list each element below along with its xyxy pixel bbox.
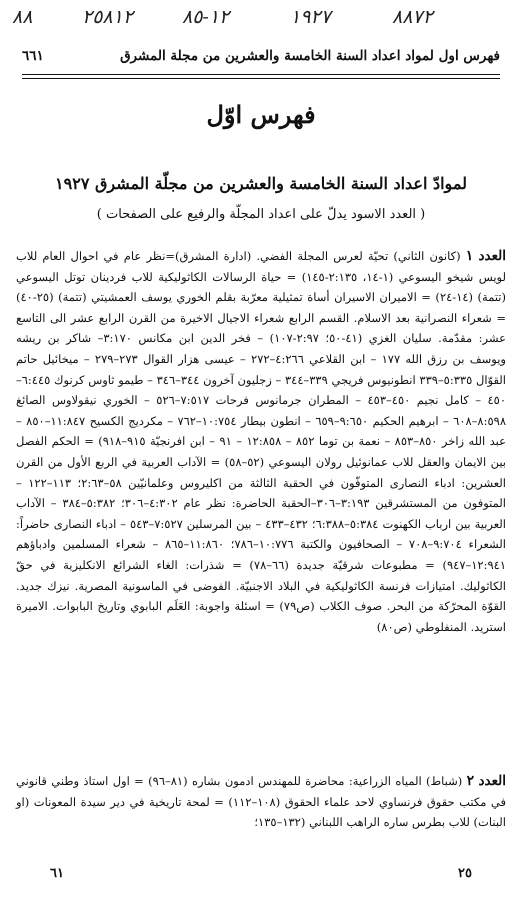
issue-1-entry — [16, 246, 506, 637]
issue-1-text: (كانون الثاني) تحيّة لعرس المجلة الفضي. (ادارة المشرق)=نظر عام في احوال العام للاب لويس شيخو اليسوعي (١-١٤، ٢:١٣٥-١٤٥) = حياة الرسالات الكاثوليكية للاب فردينان توتل اليسوعي (تتمة) (١٤-٢٤) = الاميران الاسيران أساة تمثيلية معرّبة بقلم الخوري يوسف العمشيتي (تتمة) (٢٥-٤٠) = شعراء النصرانية بعد الاسلام. القسم الرابع شعراء الاجيال الاخيرة من القرن الرابع عشر الى التاسع عشر: مقدّمة. سليان الغزي (٤١-٥٠؛ ٢:٩٧-١٠٧) – فخر الدين ابن مكانس ٣:١٧٠– شاكر بن ريشه ويوسف بن رزق الله ١٧٧ – ابن القلاعي ٤:٢٦٦–٢٧٢ – عيسى هزار القوال ٢٧٣–٢٧٩ – ميخائيل حاتم القوّال ٥:٣٣٥–٣٣٩ انطونيوس فريجي ٣٣٩–٣٤٤ – زجليون آخرون ٣٤٤–٣٤٦ – طيمو ثاوس كرنوك ٦:٤٤٥–٤٥٠ – كامل نجيم ٤٥٠–٤٥٣ – المطران جرمانوس فرحات ٧:٥١٧–٥٢٦ – الخوري نيقولاوس الصائغ ٨:٥٩٨–٦٠٨ – ابرهيم الحكيم ٩:٦٥٠–٦٥٩ – انطون بيطار ١٠:٧٥٤–٧٦٢ – مكرديج الكسيح ١١:٨٤٧–٨٥٠ – عبد الله زاخر ٨٥٠–٨٥٣ – نعمة بن توما ٨٥٢ – ١٢:٨٥٨ – ٩١ – ابن افرنجيّة ٩١٥–٩١٨) = الحكم الفصل بين الايمان والعقل للاب عمانوئيل رولان اليسوعي (٥٢–٥٨) = الآداب العربية في الربع الأول من القرن العشرين: ادباء النصارى المتوفّون في الحقبة الثالثة من اكليروس وعلمانيّين ٥٨–٢:٦٣؛ ١١٣–١٢٢ – المتوفون من المستشرقين ٣:١٩٣–٣٠٦–الحقبة الحاضرة: نظر عام ٤:٣٠٢–٣٠٦؛ ٥:٣٨٢–٣٨٤ – الآداب العربية بين ارباب الكهنوت ٥:٣٨٤–٦:٣٨٨؛ ٤٣٢–٤٣٣ – بين المرسلين ٧:٥٢٧–٥٤٣ – ادباء النصارى حاضراً: الشعراء ٩:٧٠٤–٧٠٨ – الصحافيون والكتبة ١٠:٧٧٦–٧٨٦؛ ١١:٨٦٠–٨٦٥ – شعراء المسلمين وادباؤهم ١٢:٩٤١–٩٤٧) = مطبوعات شرقيّة جديدة (٦٦–٧٨) = شذرات: الغاء الشرائع الانكليزية في حقّ الكاثوليك. امتيازات فرنسة الكاثوليكية في البلاد الاجنبيّة. الفوضى في الماسونية المصرية. نيزك جديد. القوّة المحرّكة من البحر. صوف الكلاب (ص٧٩) = اسئلة واجوبة: العَلَم البابوي وتاريخ البابوات. الاميرة استريد. المنفلوطي (ص٨٠) — [16, 249, 507, 634]
header-rule — [22, 74, 500, 75]
issue-number: ٢ — [466, 773, 475, 789]
page-subtitle: لموادّ اعداد السنة الخامسة والعشرين من مجلّة المشرق ١٩٢٧ — [55, 174, 467, 193]
page-footer — [50, 866, 472, 881]
handwritten-note-3: ١٢-٨٥ — [182, 6, 230, 28]
index-note: ( العدد الاسود يدلّ على اعداد المجلّة والرفيع على الصفحات ) — [96, 207, 426, 222]
header-page-number: ٦٦١ — [22, 48, 44, 64]
running-header — [22, 48, 500, 64]
issue-label: العدد — [478, 248, 506, 264]
header-rule-double — [22, 78, 500, 79]
handwritten-note-year: ١٩٢٧ — [290, 6, 331, 28]
handwritten-note-2: ٢٥٨١٢ — [82, 6, 134, 28]
handwritten-note-left: ٨٨ — [12, 6, 33, 28]
handwritten-note-right: ٨٨٧٢ — [392, 6, 433, 28]
issue-2-text: (شباط) المياه الزراعية: محاضرة للمهندس ادمون بشاره (٨١–٩٦) = اول استاذ وطني قانوني في مكتب حقوق فرنساوي لاحد علماء الحقوق (١٠٨–١١٢) = لمحة تاريخية في دير سيدة المعونات (او البنات) للاب بطرس ساره الراهب اللبناني (١٣٢–١٣٥؛ — [16, 774, 506, 830]
issue-number: ١ — [465, 248, 474, 264]
issue-label: العدد — [478, 773, 506, 789]
header-title: فهرس اول لمواد اعداد السنة الخامسة والعشرين من مجلة المشرق — [120, 48, 500, 64]
page-title: فهرس اوّل — [206, 100, 316, 129]
footer-page-number: ٦١ — [50, 866, 64, 881]
footer-page-number-right: ٢٥ — [458, 866, 472, 881]
issue-2-entry — [16, 771, 506, 833]
